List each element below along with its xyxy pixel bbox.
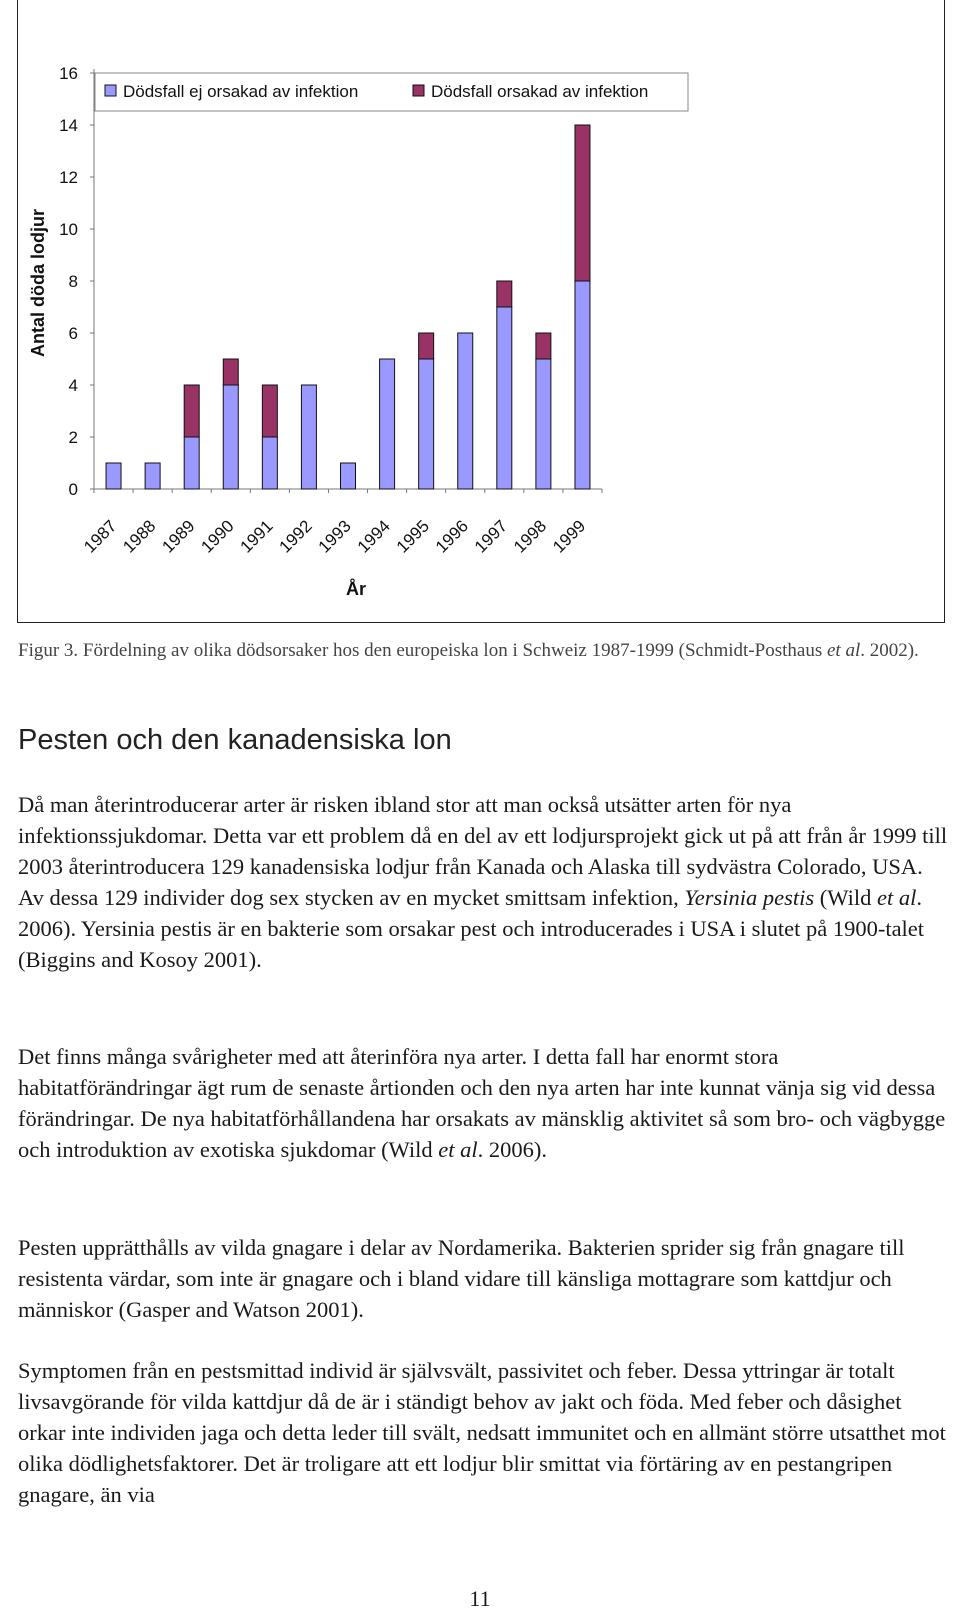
bar-non-infection-1993: [341, 463, 356, 489]
bar-infection-1999: [575, 125, 590, 281]
chart-bars: [106, 125, 590, 489]
x-tick-label: 1994: [353, 516, 394, 557]
figure-caption: Figur 3. Fördelning av olika dödsorsaker hos den europeiska lon i Schweiz 1987-1999 (Schmidt-Posthaus et al. 2002).: [18, 640, 919, 661]
paragraph-4: Symptomen från en pestsmittad individ är självsvält, passivitet och feber. Dessa yttringar är totalt livsavgörande för vilda kattdjur då de är i ständigt behov av jakt och föda. Med feber och dåsighet orkar inte individen jaga och detta leder till svält, nedsatt immunitet och en allmänt större utsatthet mot olika dödlighetsfaktorer. Det är troligare att ett lodjur blir smittat via förtäring av en pestangripen gnagare, än via: [18, 1358, 946, 1507]
y-tick-label: 4: [68, 376, 78, 395]
x-tick-label: 1996: [431, 516, 473, 557]
y-tick-label: 12: [59, 168, 78, 187]
x-tick-label: 1999: [549, 516, 590, 557]
y-tick-label: 0: [68, 480, 78, 499]
y-tick-label: 2: [68, 428, 78, 447]
bar-infection-1997: [497, 281, 512, 307]
y-tick-label: 16: [59, 64, 78, 83]
section-heading: Pesten och den kanadensiska lon: [18, 724, 452, 756]
x-tick-label: 1991: [236, 516, 277, 557]
paragraph-1: Då man återintroducerar arter är risken ibland stor att man också utsätter arten för nya infektionssjukdomar. Detta var ett problem då en del av ett lodjursprojekt gick ut på att från år 1999 till 2003 återintroducera 129 kanadensiska lodjur från Kanada och Alaska till sydvästra Colorado, USA. Av dessa 129 individer dog sex stycken av en mycket smittsam infektion, Yersinia pestis (Wild et al. 2006). Yersinia pestis är en bakterie som orsakar pest och introducerades i USA i slutet på 1900-talet (Biggins and Kosoy 2001).: [18, 792, 948, 972]
paragraph-3: Pesten upprätthålls av vilda gnagare i delar av Nordamerika. Bakterien sprider sig från gnagare till resistenta värdar, som inte är gnagare och i bland vidare till känsliga mottagrare som kattdjur och människor (Gasper and Watson 2001).: [18, 1235, 905, 1322]
bar-infection-1991: [262, 385, 277, 437]
bar-non-infection-1988: [145, 463, 160, 489]
bar-non-infection-1994: [380, 359, 395, 489]
y-tick-label: 8: [68, 272, 78, 291]
page-number: 11: [469, 1586, 491, 1611]
x-tick-label: 1989: [158, 516, 199, 557]
species-name: Yersinia pestis: [684, 885, 815, 910]
x-tick-label: 1995: [392, 516, 433, 557]
stacked-bar-chart: [0, 0, 960, 623]
x-tick-label: 1997: [470, 516, 512, 557]
legend-swatch-non-infection: [105, 85, 116, 96]
y-axis-title: Antal döda lodjur: [28, 209, 48, 357]
bar-non-infection-1989: [184, 437, 199, 489]
x-tick-label: 1993: [314, 516, 355, 557]
legend-swatch-infection: [413, 85, 424, 96]
x-axis-title: År: [345, 579, 367, 599]
x-tick-label: 1998: [510, 516, 551, 557]
bar-infection-1989: [184, 385, 199, 437]
bar-non-infection-1991: [262, 437, 277, 489]
bar-non-infection-1998: [536, 359, 551, 489]
y-tick-label: 10: [59, 220, 78, 239]
bar-non-infection-1990: [223, 385, 238, 489]
legend-label-infection: Dödsfall orsakad av infektion: [431, 82, 649, 101]
bar-non-infection-1992: [301, 385, 316, 489]
y-tick-label: 6: [68, 324, 78, 343]
bar-non-infection-1996: [458, 333, 473, 489]
paragraph-2: Det finns många svårigheter med att återinföra nya arter. I detta fall har enormt stora habitatförändringar ägt rum de senaste årtionden och den nya arten har inte kunnat vänja sig vid dessa förändringar. De nya habitatförhållandena har orsakats av mänsklig aktivitet så som bro- och vägbygge och introduktion av exotiska sjukdomar (Wild et al. 2006).: [18, 1044, 946, 1162]
x-tick-label: 1987: [80, 516, 121, 557]
x-tick-label: 1988: [119, 516, 160, 557]
x-tick-label: 1992: [275, 516, 316, 557]
bar-infection-1990: [223, 359, 238, 385]
bar-non-infection-1997: [497, 307, 512, 489]
bar-infection-1998: [536, 333, 551, 359]
chart-axes: [90, 69, 602, 493]
bar-non-infection-1987: [106, 463, 121, 489]
x-tick-label: 1990: [197, 516, 238, 557]
legend-label-non-infection: Dödsfall ej orsakad av infektion: [123, 82, 359, 101]
bar-non-infection-1999: [575, 281, 590, 489]
bar-infection-1995: [419, 333, 434, 359]
chart-legend: [95, 73, 688, 111]
bar-non-infection-1995: [419, 359, 434, 489]
y-tick-label: 14: [59, 116, 78, 135]
